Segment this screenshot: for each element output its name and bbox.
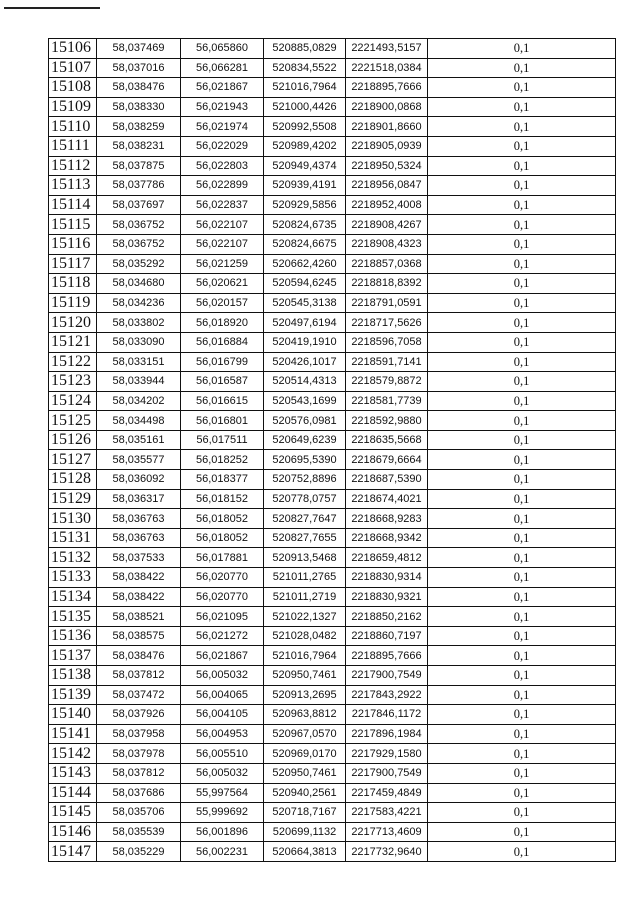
table-row (49, 430, 616, 450)
tolerance-cell: 0,1 (428, 705, 616, 725)
y-coordinate-cell: 2218860,7197 (346, 626, 428, 646)
table-row (49, 607, 616, 627)
longitude-cell: 56,016587 (181, 372, 264, 392)
x-coordinate-cell: 520834,5522 (264, 58, 346, 78)
point-number-cell: 15117 (49, 254, 97, 274)
tolerance-cell: 0,1 (428, 646, 616, 666)
tolerance-cell: 0,1 (428, 489, 616, 509)
table-row (49, 97, 616, 117)
point-number-cell: 15133 (49, 568, 97, 588)
x-coordinate-cell: 520992,5508 (264, 117, 346, 137)
longitude-cell: 56,021867 (181, 78, 264, 98)
point-number-cell: 15121 (49, 332, 97, 352)
y-coordinate-cell: 2218905,0939 (346, 136, 428, 156)
tolerance-cell: 0,1 (428, 136, 616, 156)
longitude-cell: 56,018152 (181, 489, 264, 509)
x-coordinate-cell: 520649,6239 (264, 430, 346, 450)
longitude-cell: 56,004065 (181, 685, 264, 705)
point-number-cell: 15132 (49, 548, 97, 568)
latitude-cell: 58,037533 (97, 548, 181, 568)
latitude-cell: 58,036763 (97, 528, 181, 548)
x-coordinate-cell: 520913,2695 (264, 685, 346, 705)
longitude-cell: 56,016615 (181, 391, 264, 411)
longitude-cell: 56,004953 (181, 724, 264, 744)
point-number-cell: 15118 (49, 274, 97, 294)
longitude-cell: 56,021974 (181, 117, 264, 137)
x-coordinate-cell: 521022,1327 (264, 607, 346, 627)
longitude-cell: 56,002231 (181, 842, 264, 862)
latitude-cell: 58,037786 (97, 176, 181, 196)
longitude-cell: 56,004105 (181, 705, 264, 725)
point-number-cell: 15128 (49, 470, 97, 490)
y-coordinate-cell: 2218901,8660 (346, 117, 428, 137)
latitude-cell: 58,038330 (97, 97, 181, 117)
y-coordinate-cell: 2221518,0384 (346, 58, 428, 78)
point-number-cell: 15137 (49, 646, 97, 666)
y-coordinate-cell: 2218818,8392 (346, 274, 428, 294)
latitude-cell: 58,035161 (97, 430, 181, 450)
y-coordinate-cell: 2218895,7666 (346, 78, 428, 98)
point-number-cell: 15142 (49, 744, 97, 764)
longitude-cell: 56,065860 (181, 39, 264, 59)
tolerance-cell: 0,1 (428, 607, 616, 627)
tolerance-cell: 0,1 (428, 509, 616, 529)
longitude-cell: 56,018252 (181, 450, 264, 470)
x-coordinate-cell: 520545,3138 (264, 293, 346, 313)
longitude-cell: 56,005510 (181, 744, 264, 764)
latitude-cell: 58,038231 (97, 136, 181, 156)
y-coordinate-cell: 2218596,7058 (346, 332, 428, 352)
latitude-cell: 58,034680 (97, 274, 181, 294)
point-number-cell: 15120 (49, 313, 97, 333)
latitude-cell: 58,038422 (97, 587, 181, 607)
table-row (49, 646, 616, 666)
y-coordinate-cell: 2217896,1984 (346, 724, 428, 744)
y-coordinate-cell: 2218659,4812 (346, 548, 428, 568)
point-number-cell: 15119 (49, 293, 97, 313)
y-coordinate-cell: 2218950,5324 (346, 156, 428, 176)
x-coordinate-cell: 520662,4260 (264, 254, 346, 274)
longitude-cell: 56,022029 (181, 136, 264, 156)
latitude-cell: 58,037812 (97, 666, 181, 686)
tolerance-cell: 0,1 (428, 685, 616, 705)
y-coordinate-cell: 2218581,7739 (346, 391, 428, 411)
y-coordinate-cell: 2218956,0847 (346, 176, 428, 196)
tolerance-cell: 0,1 (428, 156, 616, 176)
longitude-cell: 56,005032 (181, 666, 264, 686)
table-row (49, 195, 616, 215)
longitude-cell: 56,021272 (181, 626, 264, 646)
x-coordinate-cell: 520576,0981 (264, 411, 346, 431)
latitude-cell: 58,035292 (97, 254, 181, 274)
longitude-cell: 56,018920 (181, 313, 264, 333)
x-coordinate-cell: 520989,4202 (264, 136, 346, 156)
y-coordinate-cell: 2217713,4609 (346, 822, 428, 842)
point-number-cell: 15109 (49, 97, 97, 117)
point-number-cell: 15108 (49, 78, 97, 98)
tolerance-cell: 0,1 (428, 822, 616, 842)
longitude-cell: 56,020770 (181, 587, 264, 607)
y-coordinate-cell: 2218679,6664 (346, 450, 428, 470)
tolerance-cell: 0,1 (428, 39, 616, 59)
point-number-cell: 15110 (49, 117, 97, 137)
longitude-cell: 56,001896 (181, 822, 264, 842)
x-coordinate-cell: 520950,7461 (264, 763, 346, 783)
x-coordinate-cell: 520778,0757 (264, 489, 346, 509)
y-coordinate-cell: 2221493,5157 (346, 39, 428, 59)
x-coordinate-cell: 520939,4191 (264, 176, 346, 196)
longitude-cell: 56,022837 (181, 195, 264, 215)
longitude-cell: 55,997564 (181, 783, 264, 803)
longitude-cell: 56,005032 (181, 763, 264, 783)
tolerance-cell: 0,1 (428, 372, 616, 392)
latitude-cell: 58,036092 (97, 470, 181, 490)
point-number-cell: 15122 (49, 352, 97, 372)
x-coordinate-cell: 520949,4374 (264, 156, 346, 176)
point-number-cell: 15115 (49, 215, 97, 235)
tolerance-cell: 0,1 (428, 195, 616, 215)
y-coordinate-cell: 2218908,4323 (346, 234, 428, 254)
x-coordinate-cell: 521000,4426 (264, 97, 346, 117)
y-coordinate-cell: 2218687,5390 (346, 470, 428, 490)
y-coordinate-cell: 2217846,1172 (346, 705, 428, 725)
table-row (49, 293, 616, 313)
x-coordinate-cell: 520940,2561 (264, 783, 346, 803)
x-coordinate-cell: 520752,8896 (264, 470, 346, 490)
x-coordinate-cell: 521011,2765 (264, 568, 346, 588)
tolerance-cell: 0,1 (428, 568, 616, 588)
latitude-cell: 58,036752 (97, 215, 181, 235)
latitude-cell: 58,037926 (97, 705, 181, 725)
tolerance-cell: 0,1 (428, 332, 616, 352)
table-row (49, 254, 616, 274)
longitude-cell: 56,066281 (181, 58, 264, 78)
tolerance-cell: 0,1 (428, 450, 616, 470)
tolerance-cell: 0,1 (428, 587, 616, 607)
table-row (49, 626, 616, 646)
table-row (49, 156, 616, 176)
tolerance-cell: 0,1 (428, 78, 616, 98)
tolerance-cell: 0,1 (428, 97, 616, 117)
x-coordinate-cell: 520967,0570 (264, 724, 346, 744)
y-coordinate-cell: 2218791,0591 (346, 293, 428, 313)
longitude-cell: 56,021867 (181, 646, 264, 666)
table-row (49, 215, 616, 235)
tolerance-cell: 0,1 (428, 274, 616, 294)
tolerance-cell: 0,1 (428, 528, 616, 548)
x-coordinate-cell: 520543,1699 (264, 391, 346, 411)
table-row (49, 274, 616, 294)
point-number-cell: 15107 (49, 58, 97, 78)
latitude-cell: 58,034202 (97, 391, 181, 411)
y-coordinate-cell: 2218830,9321 (346, 587, 428, 607)
y-coordinate-cell: 2217929,1580 (346, 744, 428, 764)
table-row (49, 391, 616, 411)
tolerance-cell: 0,1 (428, 803, 616, 823)
longitude-cell: 56,020770 (181, 568, 264, 588)
point-number-cell: 15123 (49, 372, 97, 392)
table-row (49, 783, 616, 803)
longitude-cell: 56,020621 (181, 274, 264, 294)
point-number-cell: 15116 (49, 234, 97, 254)
longitude-cell: 56,018052 (181, 528, 264, 548)
longitude-cell: 56,022899 (181, 176, 264, 196)
coordinates-table (48, 38, 616, 862)
y-coordinate-cell: 2218717,5626 (346, 313, 428, 333)
point-number-cell: 15134 (49, 587, 97, 607)
x-coordinate-cell: 520594,6245 (264, 274, 346, 294)
table-row (49, 822, 616, 842)
point-number-cell: 15124 (49, 391, 97, 411)
y-coordinate-cell: 2218830,9314 (346, 568, 428, 588)
table-row (49, 450, 616, 470)
x-coordinate-cell: 520824,6735 (264, 215, 346, 235)
latitude-cell: 58,033944 (97, 372, 181, 392)
y-coordinate-cell: 2217583,4221 (346, 803, 428, 823)
tolerance-cell: 0,1 (428, 215, 616, 235)
table-row (49, 58, 616, 78)
y-coordinate-cell: 2218674,4021 (346, 489, 428, 509)
tolerance-cell: 0,1 (428, 234, 616, 254)
y-coordinate-cell: 2218668,9342 (346, 528, 428, 548)
y-coordinate-cell: 2218895,7666 (346, 646, 428, 666)
longitude-cell: 56,017511 (181, 430, 264, 450)
longitude-cell: 56,018377 (181, 470, 264, 490)
tolerance-cell: 0,1 (428, 176, 616, 196)
x-coordinate-cell: 520664,3813 (264, 842, 346, 862)
table-row (49, 509, 616, 529)
x-coordinate-cell: 520699,1132 (264, 822, 346, 842)
table-row (49, 763, 616, 783)
point-number-cell: 15111 (49, 136, 97, 156)
table-row (49, 136, 616, 156)
tolerance-cell: 0,1 (428, 313, 616, 333)
x-coordinate-cell: 520824,6675 (264, 234, 346, 254)
point-number-cell: 15135 (49, 607, 97, 627)
point-number-cell: 15147 (49, 842, 97, 862)
x-coordinate-cell: 521016,7964 (264, 78, 346, 98)
table-row (49, 666, 616, 686)
latitude-cell: 58,037697 (97, 195, 181, 215)
table-row (49, 176, 616, 196)
longitude-cell: 56,021095 (181, 607, 264, 627)
y-coordinate-cell: 2218850,2162 (346, 607, 428, 627)
tolerance-cell: 0,1 (428, 783, 616, 803)
point-number-cell: 15139 (49, 685, 97, 705)
latitude-cell: 58,035539 (97, 822, 181, 842)
tolerance-cell: 0,1 (428, 744, 616, 764)
longitude-cell: 56,016799 (181, 352, 264, 372)
point-number-cell: 15131 (49, 528, 97, 548)
x-coordinate-cell: 521016,7964 (264, 646, 346, 666)
latitude-cell: 58,038521 (97, 607, 181, 627)
tolerance-cell: 0,1 (428, 254, 616, 274)
x-coordinate-cell: 520950,7461 (264, 666, 346, 686)
x-coordinate-cell: 520514,4313 (264, 372, 346, 392)
longitude-cell: 56,021943 (181, 97, 264, 117)
table-row (49, 548, 616, 568)
x-coordinate-cell: 521028,0482 (264, 626, 346, 646)
latitude-cell: 58,034498 (97, 411, 181, 431)
tolerance-cell: 0,1 (428, 411, 616, 431)
point-number-cell: 15138 (49, 666, 97, 686)
latitude-cell: 58,037686 (97, 783, 181, 803)
point-number-cell: 15145 (49, 803, 97, 823)
y-coordinate-cell: 2218952,4008 (346, 195, 428, 215)
table-row (49, 234, 616, 254)
longitude-cell: 56,016801 (181, 411, 264, 431)
x-coordinate-cell: 521011,2719 (264, 587, 346, 607)
x-coordinate-cell: 520969,0170 (264, 744, 346, 764)
point-number-cell: 15114 (49, 195, 97, 215)
point-number-cell: 15146 (49, 822, 97, 842)
longitude-cell: 56,021259 (181, 254, 264, 274)
point-number-cell: 15127 (49, 450, 97, 470)
point-number-cell: 15126 (49, 430, 97, 450)
latitude-cell: 58,035229 (97, 842, 181, 862)
table-row (49, 744, 616, 764)
y-coordinate-cell: 2217900,7549 (346, 763, 428, 783)
x-coordinate-cell: 520929,5856 (264, 195, 346, 215)
y-coordinate-cell: 2218591,7141 (346, 352, 428, 372)
y-coordinate-cell: 2218579,8872 (346, 372, 428, 392)
latitude-cell: 58,038422 (97, 568, 181, 588)
tolerance-cell: 0,1 (428, 666, 616, 686)
tolerance-cell: 0,1 (428, 724, 616, 744)
latitude-cell: 58,037958 (97, 724, 181, 744)
point-number-cell: 15143 (49, 763, 97, 783)
latitude-cell: 58,033151 (97, 352, 181, 372)
table-row (49, 568, 616, 588)
table-row (49, 39, 616, 59)
latitude-cell: 58,037978 (97, 744, 181, 764)
longitude-cell: 55,999692 (181, 803, 264, 823)
table-row (49, 803, 616, 823)
y-coordinate-cell: 2217459,4849 (346, 783, 428, 803)
tolerance-cell: 0,1 (428, 352, 616, 372)
tolerance-cell: 0,1 (428, 470, 616, 490)
point-number-cell: 15130 (49, 509, 97, 529)
latitude-cell: 58,038259 (97, 117, 181, 137)
y-coordinate-cell: 2218668,9283 (346, 509, 428, 529)
scan-edge-line (4, 7, 100, 9)
latitude-cell: 58,037472 (97, 685, 181, 705)
latitude-cell: 58,035706 (97, 803, 181, 823)
tolerance-cell: 0,1 (428, 391, 616, 411)
x-coordinate-cell: 520497,6194 (264, 313, 346, 333)
latitude-cell: 58,037812 (97, 763, 181, 783)
table-row (49, 313, 616, 333)
tolerance-cell: 0,1 (428, 117, 616, 137)
x-coordinate-cell: 520695,5390 (264, 450, 346, 470)
y-coordinate-cell: 2217843,2922 (346, 685, 428, 705)
point-number-cell: 15136 (49, 626, 97, 646)
table-row (49, 724, 616, 744)
table-row (49, 842, 616, 862)
latitude-cell: 58,037016 (97, 58, 181, 78)
latitude-cell: 58,036317 (97, 489, 181, 509)
latitude-cell: 58,038575 (97, 626, 181, 646)
y-coordinate-cell: 2218635,5668 (346, 430, 428, 450)
point-number-cell: 15141 (49, 724, 97, 744)
y-coordinate-cell: 2217732,9640 (346, 842, 428, 862)
longitude-cell: 56,020157 (181, 293, 264, 313)
latitude-cell: 58,036763 (97, 509, 181, 529)
latitude-cell: 58,038476 (97, 646, 181, 666)
tolerance-cell: 0,1 (428, 293, 616, 313)
point-number-cell: 15113 (49, 176, 97, 196)
y-coordinate-cell: 2218908,4267 (346, 215, 428, 235)
tolerance-cell: 0,1 (428, 763, 616, 783)
tolerance-cell: 0,1 (428, 626, 616, 646)
tolerance-cell: 0,1 (428, 430, 616, 450)
y-coordinate-cell: 2218900,0868 (346, 97, 428, 117)
y-coordinate-cell: 2217900,7549 (346, 666, 428, 686)
x-coordinate-cell: 520827,7647 (264, 509, 346, 529)
x-coordinate-cell: 520963,8812 (264, 705, 346, 725)
latitude-cell: 58,038476 (97, 78, 181, 98)
x-coordinate-cell: 520718,7167 (264, 803, 346, 823)
point-number-cell: 15129 (49, 489, 97, 509)
latitude-cell: 58,036752 (97, 234, 181, 254)
longitude-cell: 56,022803 (181, 156, 264, 176)
longitude-cell: 56,022107 (181, 215, 264, 235)
point-number-cell: 15140 (49, 705, 97, 725)
point-number-cell: 15106 (49, 39, 97, 59)
x-coordinate-cell: 520913,5468 (264, 548, 346, 568)
latitude-cell: 58,033802 (97, 313, 181, 333)
table-row (49, 528, 616, 548)
tolerance-cell: 0,1 (428, 548, 616, 568)
table-row (49, 117, 616, 137)
x-coordinate-cell: 520885,0829 (264, 39, 346, 59)
table-row (49, 489, 616, 509)
table-row (49, 352, 616, 372)
table-row (49, 78, 616, 98)
table-row (49, 685, 616, 705)
table-row (49, 705, 616, 725)
tolerance-cell: 0,1 (428, 58, 616, 78)
latitude-cell: 58,037469 (97, 39, 181, 59)
longitude-cell: 56,016884 (181, 332, 264, 352)
x-coordinate-cell: 520426,1017 (264, 352, 346, 372)
table-row (49, 332, 616, 352)
latitude-cell: 58,034236 (97, 293, 181, 313)
longitude-cell: 56,017881 (181, 548, 264, 568)
table-row (49, 372, 616, 392)
x-coordinate-cell: 520419,1910 (264, 332, 346, 352)
point-number-cell: 15144 (49, 783, 97, 803)
coordinates-table-body (49, 39, 616, 862)
longitude-cell: 56,022107 (181, 234, 264, 254)
y-coordinate-cell: 2218857,0368 (346, 254, 428, 274)
table-row (49, 411, 616, 431)
y-coordinate-cell: 2218592,9880 (346, 411, 428, 431)
latitude-cell: 58,035577 (97, 450, 181, 470)
tolerance-cell: 0,1 (428, 842, 616, 862)
latitude-cell: 58,037875 (97, 156, 181, 176)
table-row (49, 587, 616, 607)
longitude-cell: 56,018052 (181, 509, 264, 529)
latitude-cell: 58,033090 (97, 332, 181, 352)
point-number-cell: 15112 (49, 156, 97, 176)
point-number-cell: 15125 (49, 411, 97, 431)
table-row (49, 470, 616, 490)
x-coordinate-cell: 520827,7655 (264, 528, 346, 548)
